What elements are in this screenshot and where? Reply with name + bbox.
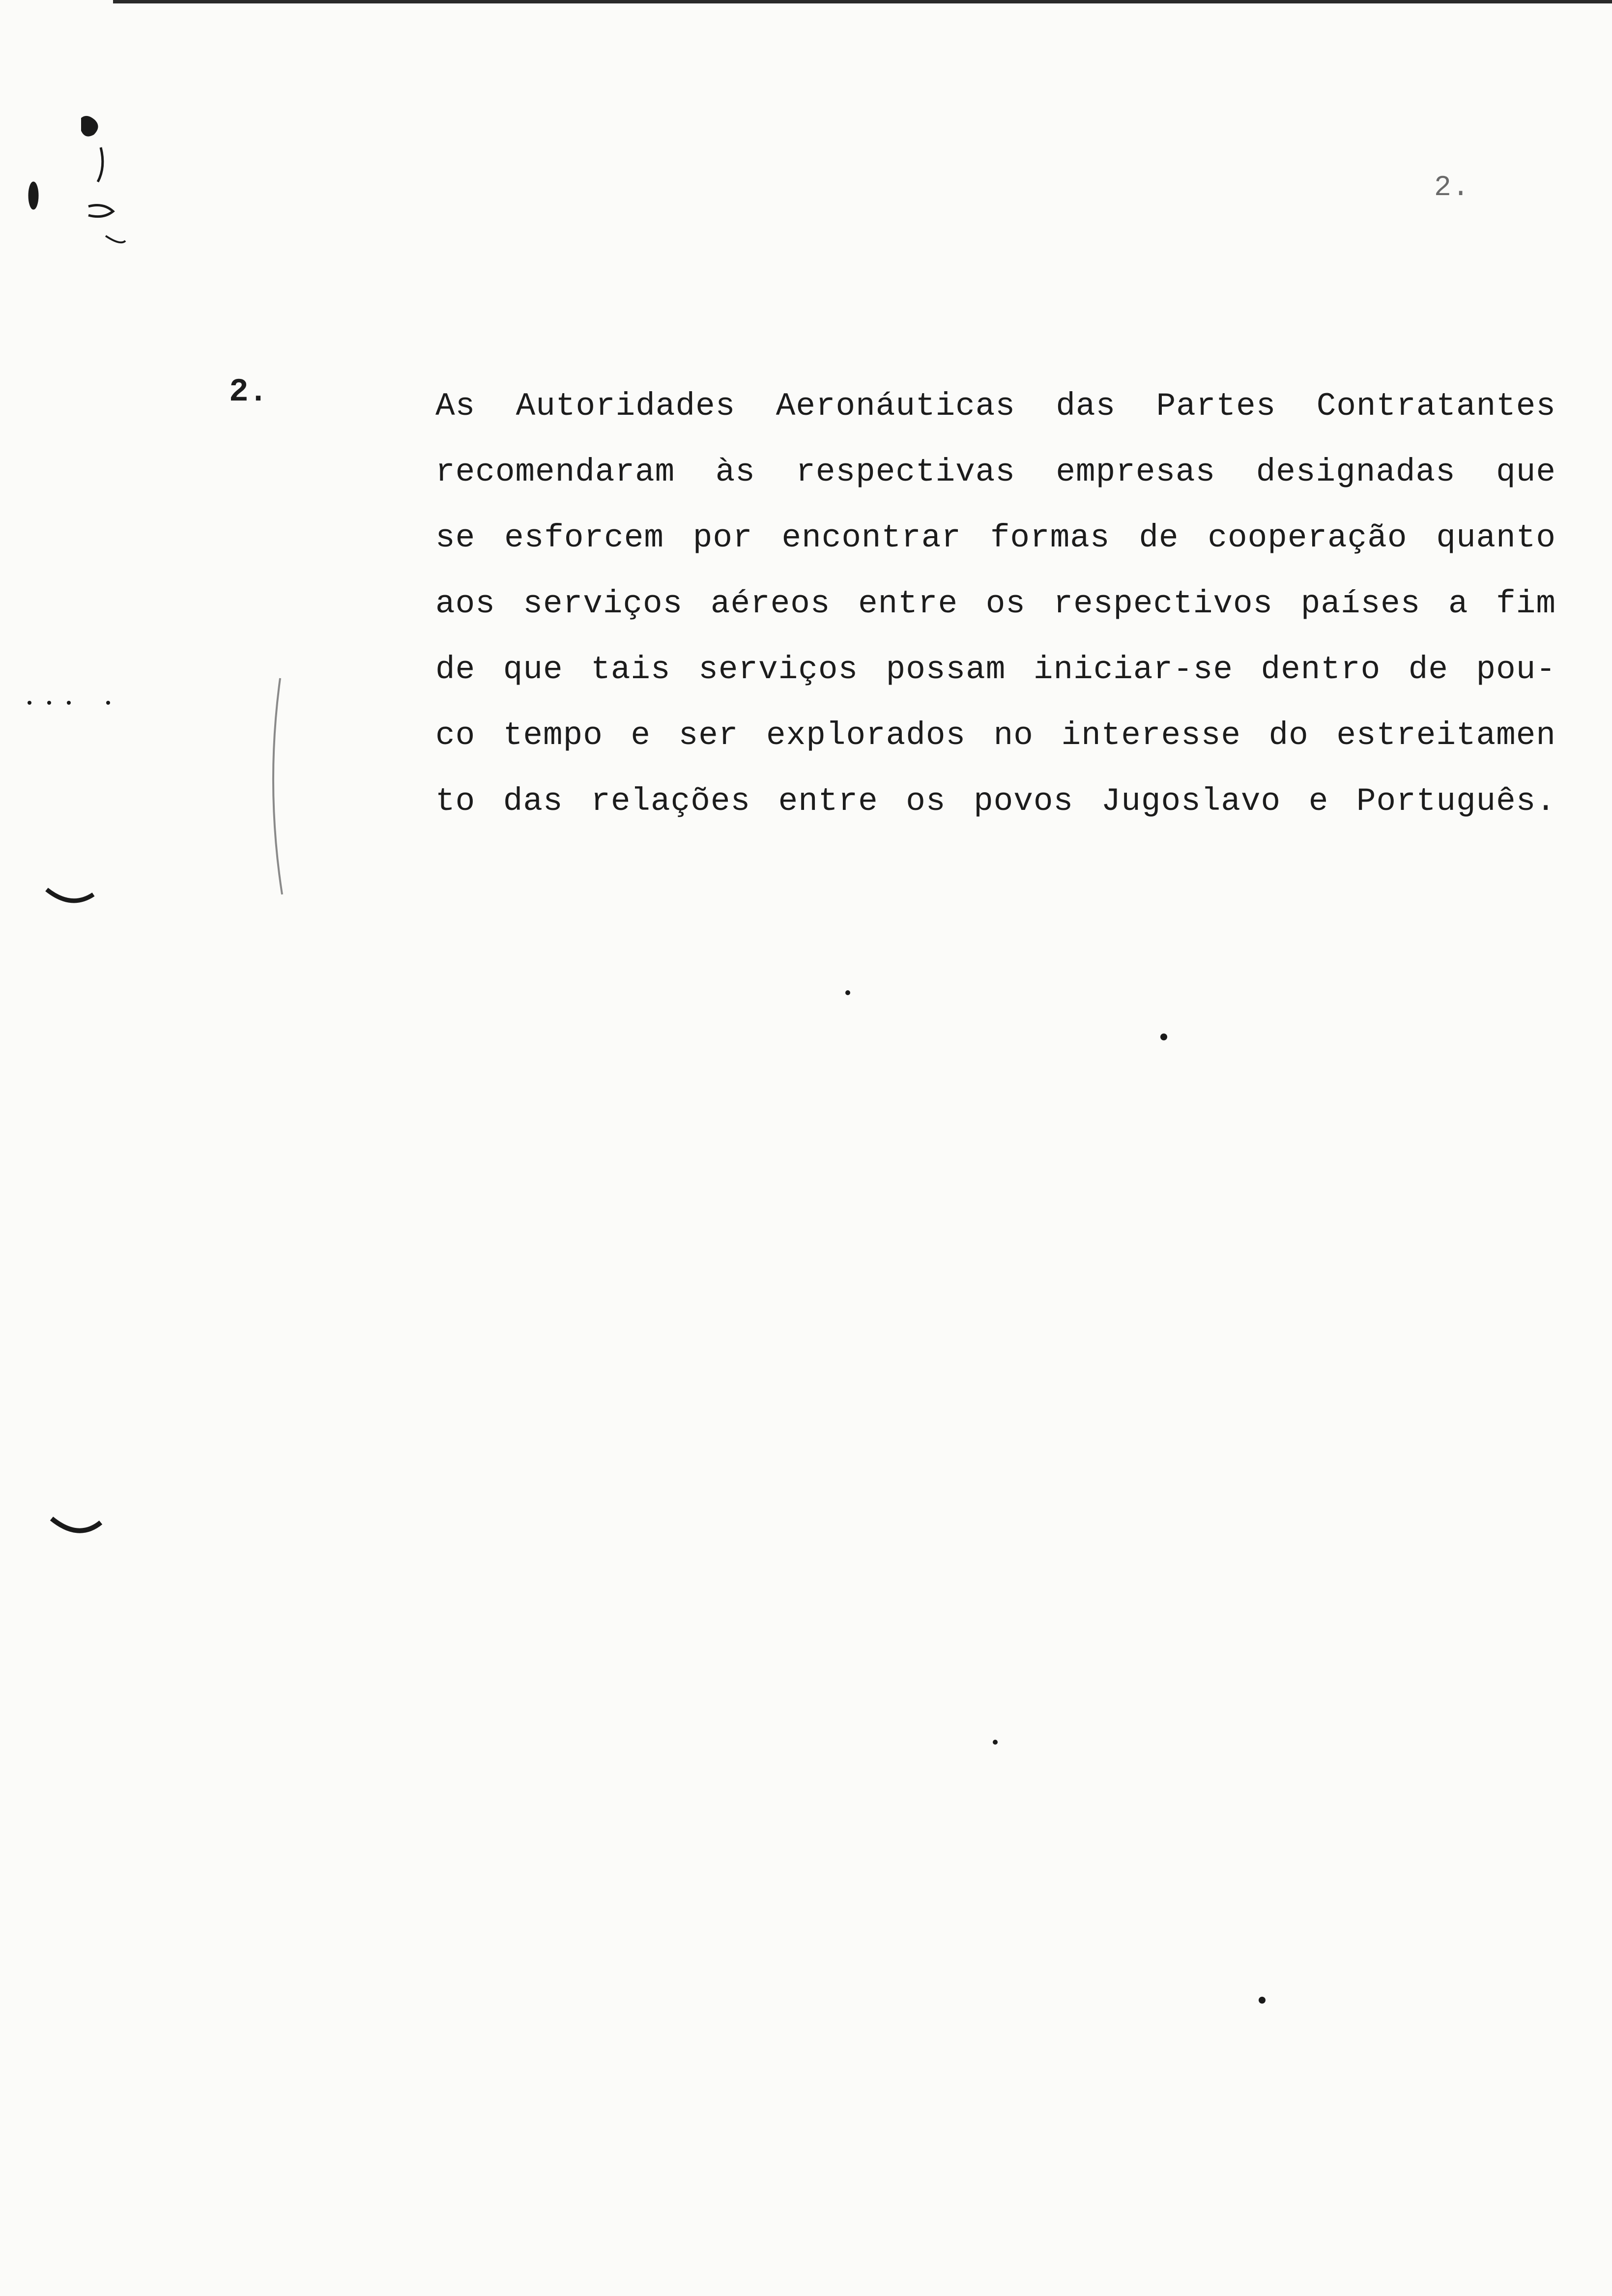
page-top-edge xyxy=(113,0,1612,3)
page-number: 2. xyxy=(1434,172,1470,204)
paragraph-line: de que tais serviços possam iniciar-se dentro de pou- xyxy=(435,651,1556,688)
paragraph-line: aos serviços aéreos entre os respectivos países a fim xyxy=(435,585,1556,622)
paragraph-line: to das relações entre os povos Jugoslavo e Português. xyxy=(435,783,1556,820)
paragraph-line: As Autoridades Aeronáuticas das Partes Contratantes xyxy=(435,388,1556,425)
paragraph xyxy=(435,373,1556,834)
paragraph-line: recomendaram às respectivas empresas designadas que xyxy=(435,454,1556,490)
paragraph-line: co tempo e ser explorados no interesse do estreitamen xyxy=(435,717,1556,754)
paragraph-line: se esforcem por encontrar formas de cooperação quanto xyxy=(435,519,1556,556)
section-number: 2. xyxy=(229,373,268,410)
